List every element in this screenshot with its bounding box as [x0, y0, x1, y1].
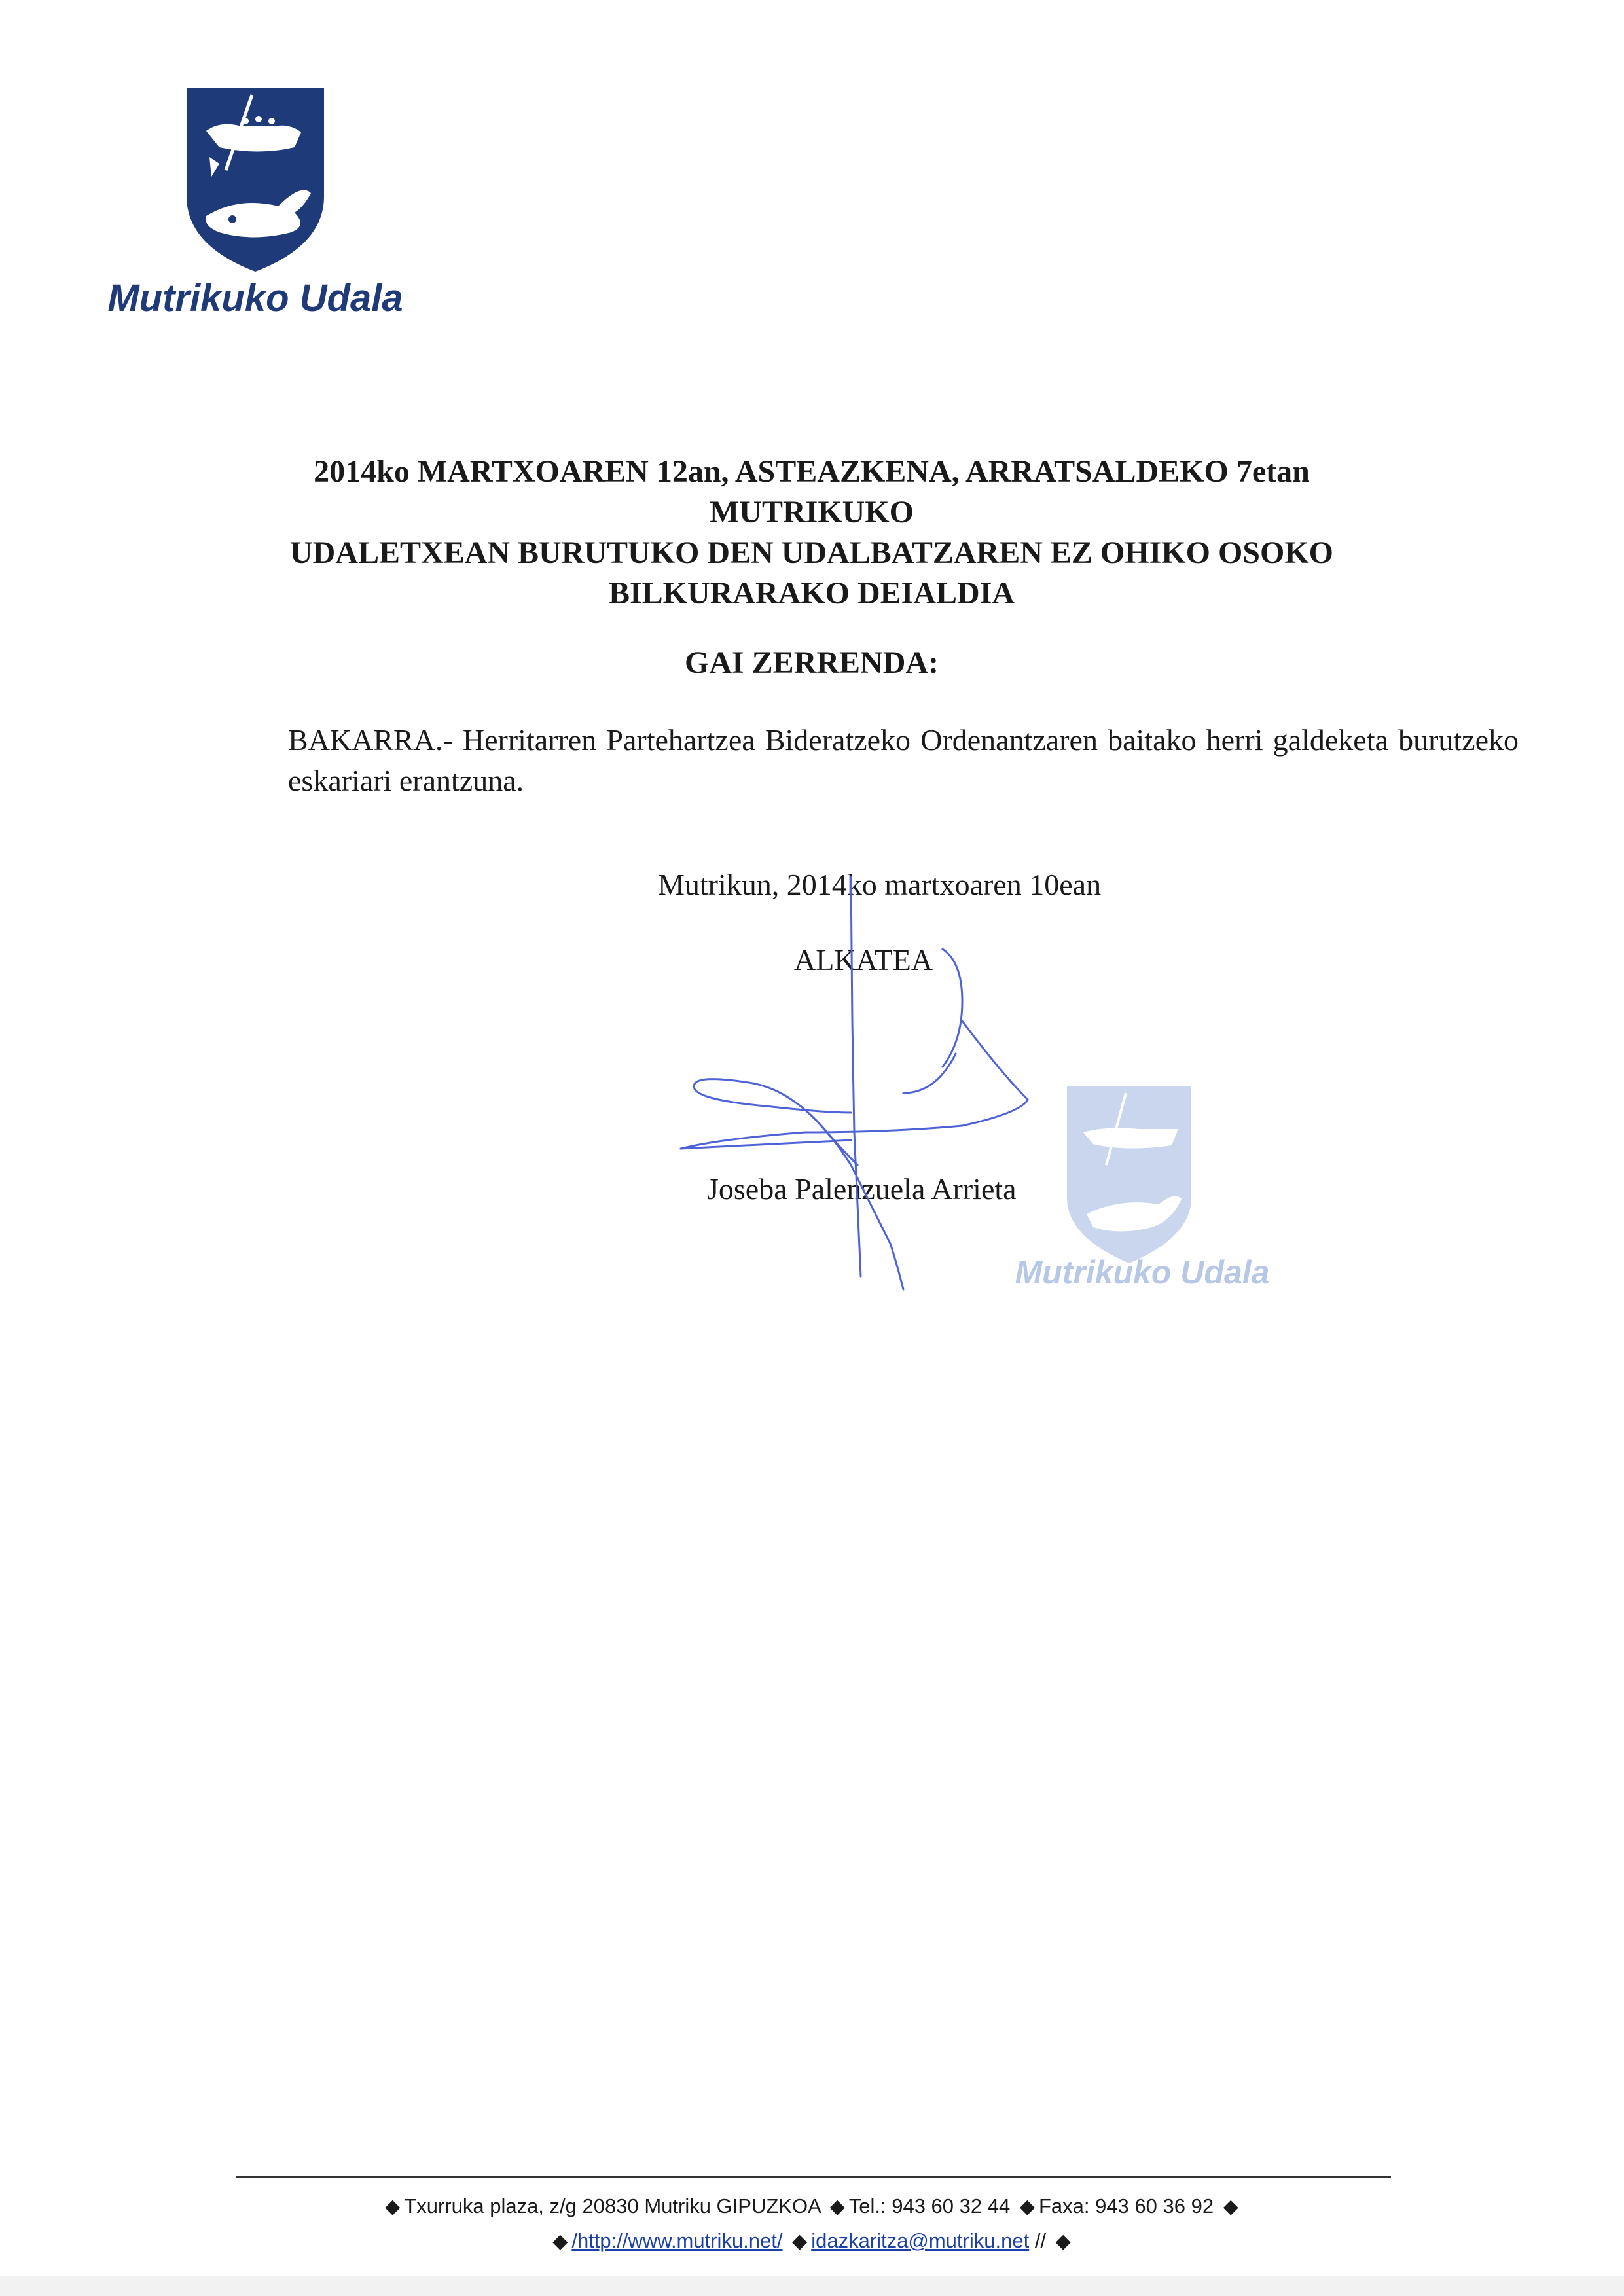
footer-web-line [196, 2224, 1427, 2259]
stamp-text: Mutrikuko Udala [1015, 1254, 1270, 1291]
agenda-item: BAKARRA.- Herritarren Partehartzea Bideratzeko Ordenantzaren baitako herri galdeketa burutzeko eskariari erantzuna. [288, 723, 1519, 797]
footer-separator: // [1034, 2229, 1047, 2252]
diamond-icon: ◆ [385, 2196, 401, 2217]
signer-name: Joseba Palenzuela Arrieta [707, 1172, 1017, 1206]
footer-address: Txurruka plaza, z/g 20830 Mutriku GIPUZKOA [404, 2195, 821, 2217]
coat-of-arms-icon [180, 85, 331, 275]
diamond-icon: ◆ [829, 2196, 845, 2217]
diamond-icon: ◆ [1055, 2231, 1071, 2252]
diamond-icon: ◆ [552, 2231, 568, 2252]
footer-divider [236, 2176, 1391, 2178]
footer-fax: Faxa: 943 60 36 92 [1038, 2195, 1214, 2217]
agenda-heading: GAI ZERRENDA: [684, 645, 939, 680]
diamond-icon: ◆ [1019, 2196, 1035, 2217]
footer-phone: Tel.: 943 60 32 44 [848, 2195, 1011, 2217]
logo-text: Mutrikuko Udala [107, 277, 403, 319]
page-title [223, 452, 1401, 614]
email-link[interactable]: idazkaritza@mutriku.net [811, 2229, 1030, 2252]
diamond-icon: ◆ [1223, 2196, 1238, 2217]
signer-role: ALKATEA [794, 943, 933, 977]
website-link[interactable]: /http://www.mutriku.net/ [571, 2229, 783, 2252]
title-line: BILKURARAKO DEIALDIA [608, 576, 1015, 611]
footer-contact-line [196, 2189, 1427, 2224]
diamond-icon: ◆ [792, 2231, 808, 2252]
scan-edge [0, 2276, 1624, 2296]
title-line: UDALETXEAN BURUTUKO DEN UDALBATZAREN EZ OHIKO OSOKO [289, 535, 1333, 570]
date-line: Mutrikun, 2014ko martxoaren 10ean [658, 868, 1102, 901]
page-footer [196, 2189, 1427, 2259]
title-line: 2014ko MARTXOAREN 12an, ASTEAZKENA, ARRATSALDEKO 7etan MUTRIKUKO [314, 454, 1310, 529]
